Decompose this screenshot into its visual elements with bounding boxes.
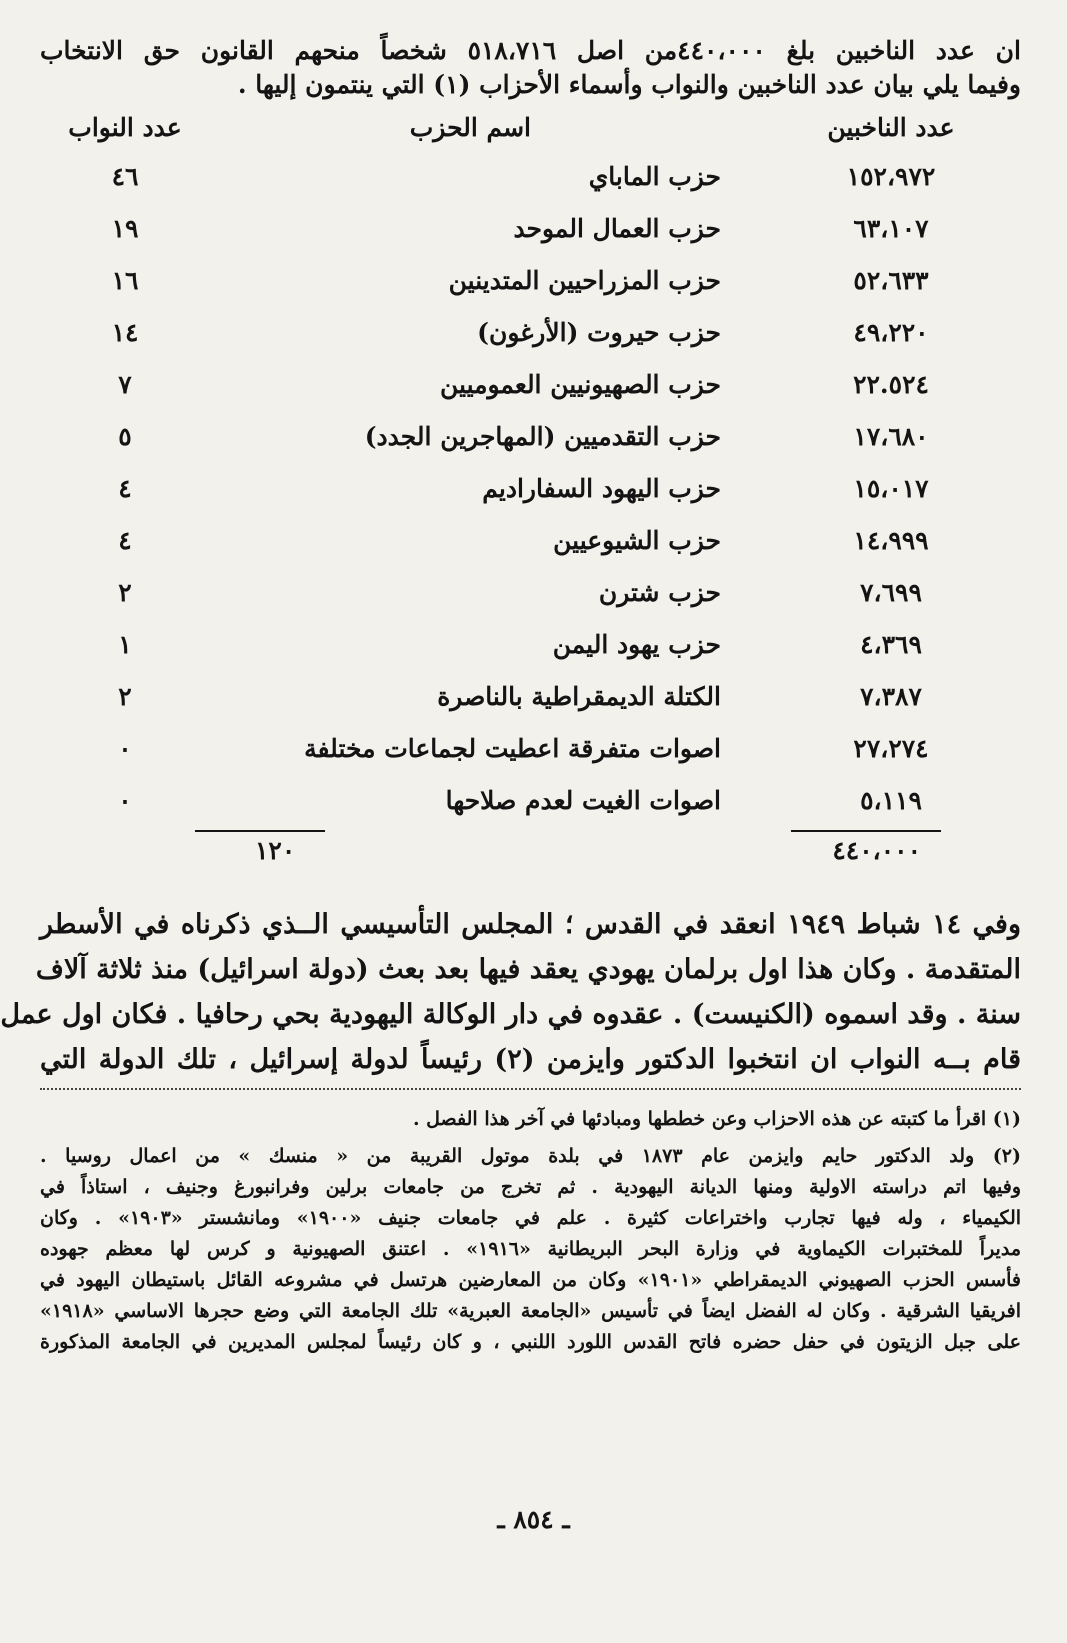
table-row — [40, 462, 1021, 514]
voters-cell: ١٤،٩٩٩ — [853, 525, 929, 555]
voters-cell: ٦٣،١٠٧ — [853, 213, 929, 243]
total-rule-voters — [791, 830, 941, 832]
seats-cell: ٢ — [118, 681, 132, 711]
header-voters: عدد الناخبين — [827, 112, 955, 142]
paragraph-line: المتقدمة . وكان هذا اول برلمان يهودي يعقد فيها بعد بعث (دولة اسرائيل) منذ ثلاثة آلاف — [35, 954, 1021, 985]
voters-cell: ٢٢.٥٢٤ — [853, 369, 929, 399]
election-results-table — [40, 104, 1021, 826]
seats-cell: ٤ — [118, 525, 132, 555]
table-row — [40, 774, 1021, 826]
footnote-line: (١) اقرأ ما كتبته عن هذه الاحزاب وعن خططها ومبادئها في آخر هذا الفصل . — [412, 1108, 1021, 1130]
seats-cell: ٢ — [118, 577, 132, 607]
total-rule-seats — [195, 830, 325, 832]
party-cell: حزب التقدميين (المهاجرين الجدد) — [364, 421, 721, 451]
table-row — [40, 358, 1021, 410]
footnote-line: مديراً للمختبرات الكيماوية في وزارة البحر البريطانية «١٩١٦» . اعتنق الصهيونية و كرس لها معظم جهوده — [40, 1238, 1021, 1260]
header-party: اسم الحزب — [409, 112, 531, 142]
footnote-line: على جبل الزيتون في حفل حضره فاتح القدس اللورد اللنبي ، و كان رئيساً لمجلس المديرين في الجامعة المذكورة — [40, 1331, 1021, 1353]
table-row — [40, 150, 1021, 202]
party-cell: اصوات الغيت لعدم صلاحها — [445, 785, 721, 815]
voters-cell: ٤،٣٦٩ — [860, 629, 922, 659]
footnote-line: الكيمياء ، وله فيها تجارب واختراعات كثيرة . علم في جامعات جنيف «١٩٠٠» ومانشستر «١٩٠٣» . وكان — [40, 1207, 1022, 1229]
seats-cell: ١٦ — [111, 265, 139, 295]
voters-cell: ١٥،٠١٧ — [853, 473, 929, 503]
table-row — [40, 722, 1021, 774]
party-cell: حزب اليهود السفاراديم — [482, 473, 721, 503]
party-cell: حزب الماباي — [588, 161, 721, 191]
intro-line: وفيما يلي بيان عدد الناخبين والنواب وأسماء الأحزاب (١) التي ينتمون إليها . — [237, 70, 1021, 99]
intro-text — [40, 34, 1021, 102]
seats-cell: ٧ — [118, 369, 132, 399]
seats-cell: ٠ — [118, 785, 132, 815]
total-seats: ١٢٠ — [255, 836, 296, 865]
footnote-line: فأسس الحزب الصهيوني الديمقراطي «١٩٠١» وكان من المعارضين هرتسل في مشروعه القائل باستيطان اليهود في — [40, 1269, 1021, 1291]
footnote-1 — [40, 1104, 1021, 1135]
table-row — [40, 202, 1021, 254]
table-header-row — [40, 104, 1021, 150]
voters-cell: ٢٧،٢٧٤ — [853, 733, 929, 763]
voters-cell: ٤٩،٢٢٠ — [853, 317, 929, 347]
voters-cell: ٧،٦٩٩ — [860, 577, 922, 607]
footnote-2 — [40, 1141, 1021, 1358]
party-cell: حزب العمال الموحد — [513, 213, 721, 243]
voters-cell: ١٥٢،٩٧٢ — [846, 161, 936, 191]
seats-cell: ١٤ — [111, 317, 139, 347]
table-row — [40, 670, 1021, 722]
page-number: ـ ٨٥٤ ـ — [497, 1505, 570, 1534]
party-cell: حزب الشيوعيين — [553, 525, 721, 555]
party-cell: حزب حيروت (الأرغون) — [477, 317, 721, 347]
party-cell: اصوات متفرقة اعطيت لجماعات مختلفة — [304, 733, 721, 763]
party-cell: حزب الصهيونيين العموميين — [440, 369, 721, 399]
seats-cell: ٥ — [118, 421, 132, 451]
table-row — [40, 618, 1021, 670]
table-row — [40, 410, 1021, 462]
table-row — [40, 514, 1021, 566]
voters-cell: ٥٢،٦٣٣ — [853, 265, 929, 295]
seats-cell: ٤ — [118, 473, 132, 503]
footnote-line: (٢) ولد الدكتور حايم وايزمن عام ١٨٧٣ في بلدة موتول القريبة من « منسك » من اعمال روسيا . — [40, 1145, 1021, 1167]
table-row — [40, 566, 1021, 618]
seats-cell: ٠ — [118, 733, 132, 763]
body-paragraph — [0, 902, 1021, 1082]
party-cell: حزب شترن — [598, 577, 721, 607]
seats-cell: ١ — [118, 629, 132, 659]
voters-cell: ٥،١١٩ — [860, 785, 922, 815]
intro-line: ان عدد الناخبين بلغ ٤٤٠،٠٠٠من اصل ٥١٨،٧١٦ شخصاً منحهم القانون حق الانتخاب — [40, 36, 1021, 65]
paragraph-line: وفي ١٤ شباط ١٩٤٩ انعقد في القدس ؛ المجلس التأسيسي الــذي ذكرناه في الأسطر — [40, 909, 1021, 940]
table-row — [40, 254, 1021, 306]
paragraph-line: قام بــه النواب ان انتخبوا الدكتور وايزمن (٢) رئيساً لدولة إسرائيل ، تلك الدولة التي — [40, 1044, 1021, 1075]
table-row — [40, 306, 1021, 358]
seats-cell: ١٩ — [111, 213, 139, 243]
footnote-line: وفيها اتم دراسته الاولية ومنها الديانة اليهودية . ثم تخرج من جامعات برلين وفرانبورغ وجنيف ، استاذاً في — [40, 1176, 1021, 1198]
totals-row — [40, 826, 1021, 880]
party-cell: حزب يهود اليمن — [552, 629, 721, 659]
footnote-separator — [40, 1088, 1021, 1090]
footnote-line: افريقيا الشرقية . وكان له الفضل ايضاً في تأسيس «الجامعة العبرية» تلك الجامعة التي وضع حجرها الاساسي «١٩١٨» — [40, 1300, 1021, 1322]
voters-cell: ١٧،٦٨٠ — [853, 421, 929, 451]
total-voters: ٤٤٠،٠٠٠ — [832, 836, 921, 865]
party-cell: الكتلة الديمقراطية بالناصرة — [437, 681, 721, 711]
paragraph-line: سنة . وقد اسموه (الكنيست) . عقدوه في دار الوكالة اليهودية بحي رحافيا . فكان اول عمل — [0, 999, 1021, 1030]
party-cell: حزب المزراحيين المتدينين — [448, 265, 721, 295]
seats-cell: ٤٦ — [111, 161, 139, 191]
header-seats: عدد النواب — [68, 112, 182, 142]
voters-cell: ٧،٣٨٧ — [860, 681, 922, 711]
